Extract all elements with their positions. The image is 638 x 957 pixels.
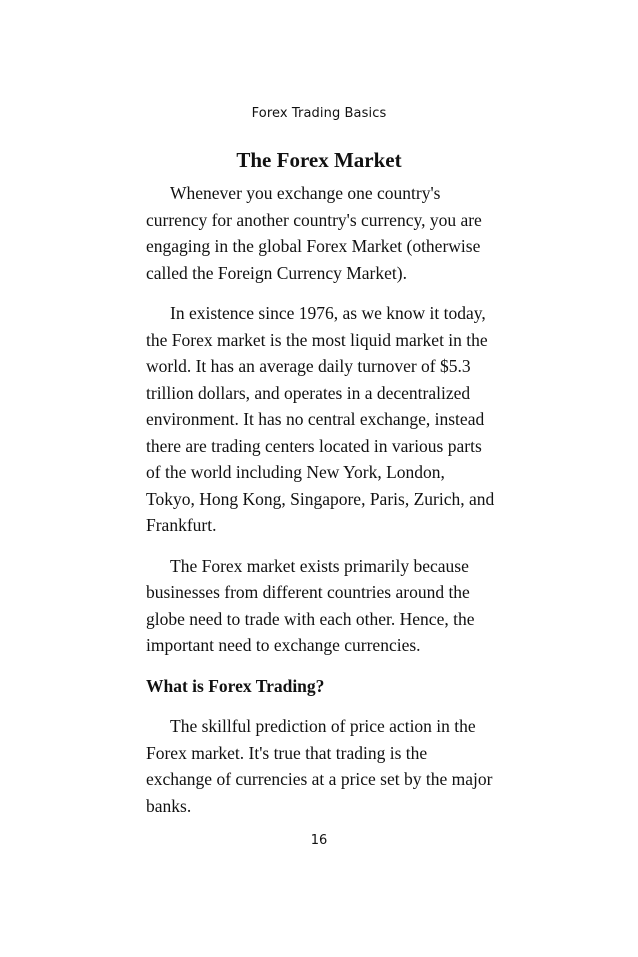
body-text (146, 180, 496, 833)
paragraph-purpose: The Forex market exists primarily because businesses from different countries around the globe need to trade with each other. Hence, the important need to exchange currencies. (146, 555, 475, 655)
section-heading: What is Forex Trading? (146, 675, 325, 696)
chapter-title: The Forex Market (236, 148, 402, 172)
page-number: 16 (310, 833, 328, 848)
paragraph-intro: Whenever you exchange one country's currency for another country's currency, you are engaging in the global Forex Market (otherwise called the Foreign Currency Market). (146, 183, 482, 283)
paragraph-definition: The skillful prediction of price action in the Forex market. It's true that trading is the exchange of currencies at a price set by the major banks. (146, 716, 493, 816)
paragraph-history: In existence since 1976, as we know it today, the Forex market is the most liquid market in the world. It has an average daily turnover of $5.3 trillion dollars, and operates in a decentralized environment. It has no central exchange, instead there are trading centers located in various parts of the world including New York, London, Tokyo, Hong Kong, Singapore, Paris, Zurich, and Frankfurt. (146, 303, 495, 535)
running-header: Forex Trading Basics (251, 106, 387, 121)
